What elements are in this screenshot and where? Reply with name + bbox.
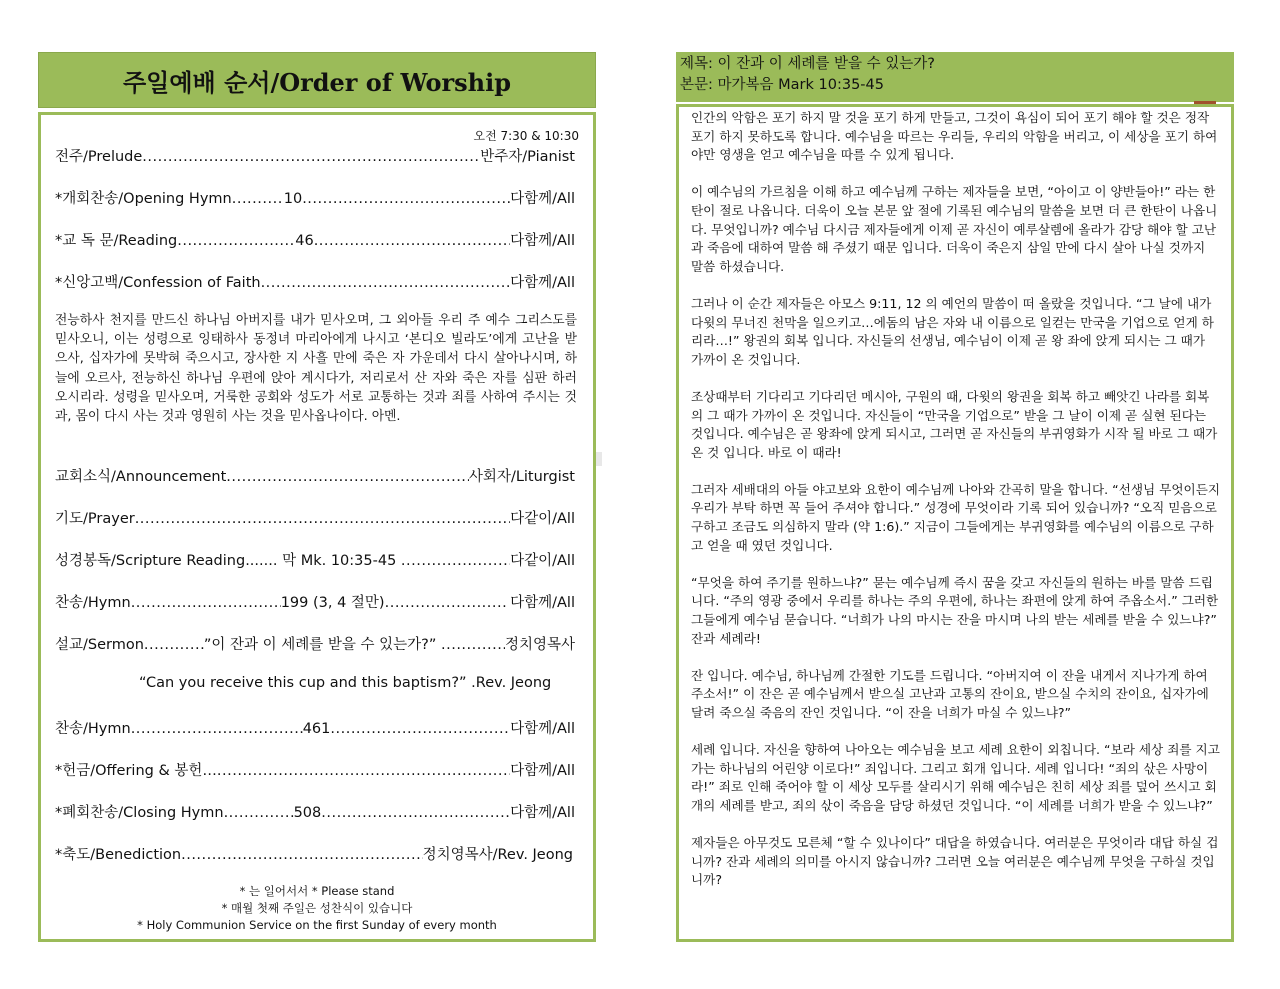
item-value: 다함께/All bbox=[510, 191, 575, 207]
order-of-worship-box bbox=[38, 112, 596, 942]
apostles-creed-text: 전능하사 천지를 만드신 하나님 아버지를 내가 믿사오며, 그 외아들 우리 주 예수 그리스도를 믿사오니, 이는 성령으로 잉태하사 동정녀 마리아에게 나시고 ‘본디오 빌라도’에게 고난을 받으사, 십자가에 못박혀 죽으시고, 장사한 지 사흘 만에 죽은 자 가운데서 다시 살아나시며, 하늘에 오르사, 전능하신 하나님 우편에 앉아 계시다가, 저리로서 산 자와 죽은 자를 심판 하러 오시리라. 성령을 믿사오며, 거룩한 공회와 성도가 서로 교통하는 것과 죄를 사하여 주시는 것과, 몸이 다시 사는 것과 영원히 사는 것을 믿사옵나이다. 아멘. bbox=[55, 313, 577, 425]
sermon-title-english: “Can you receive this cup and this baptism?” .Rev. Jeong bbox=[139, 675, 552, 691]
item-value: 다같이/All bbox=[510, 553, 575, 569]
item-prelude bbox=[55, 145, 575, 167]
service-time: 오전 7:30 & 10:30 bbox=[473, 129, 579, 143]
sermon-header bbox=[676, 52, 1234, 102]
sermon-paragraph: 그러자 세배대의 아들 야고보와 요한이 예수님께 나아와 간곡히 말을 합니다. “선생님 무엇이든지 우리가 부탁 하면 꼭 들어 주셔야 합니다.” 성경에 무엇이라 기록 되어 있습니까? “오직 믿음으로 구하고 조금도 의심하지 말라 (약 1:6).” 지금이 그들에게는 부귀영화를 예수님의 이름으로 구하고 얻을 때 였던 것입니다. bbox=[691, 481, 1221, 553]
item-label: *신앙고백/Confession of Faith bbox=[55, 275, 261, 291]
item-confession bbox=[55, 271, 575, 293]
item-number: 막 Mk. 10:35-45 bbox=[277, 553, 401, 569]
leader-dots bbox=[441, 637, 505, 653]
leader-dots bbox=[226, 469, 469, 485]
item-number: 10 bbox=[283, 191, 303, 207]
footnote-stand: * 는 일어서서 * Please stand bbox=[239, 884, 395, 898]
sermon-paragraph: 그러나 이 순간 제자들은 아모스 9:11, 12 의 예언의 말씀이 떠 올랐을 것입니다. “그 날에 내가 다윗의 무너진 천막을 일으키고…에돔의 남은 자와 내 이름으로 일컫는 만국을 기업으로 얻게 하리라…!” 왕권의 회복 입니다. 자신들의 선생님, 예수님이 이제 곧 왕 좌에 앉게 되시는 그 때가 가까이 온 것입니다. bbox=[691, 295, 1214, 367]
item-value: 다함께/All bbox=[510, 805, 575, 821]
item-number: ”이 잔과 이 세례를 받을 수 있는가?” bbox=[203, 637, 441, 653]
sermon-paragraph: 조상때부터 기다리고 기다리던 메시아, 구원의 때, 다윗의 왕권을 회복 하고 빼앗긴 나라를 회복의 그 때가 가까이 온 것입니다. 자신들이 “만국을 기업으로” 받을 그 날이 이제 곧 실현 된다는 것입니다. 예수님은 곧 왕좌에 앉게 되시고, 그러면 곧 자신들의 부귀영화가 시작 될 바로 그 때가 온 것 입니다. 바로 이 때라! bbox=[691, 388, 1218, 460]
order-of-worship-title: 주일예배 순서/Order of Worship bbox=[122, 67, 512, 97]
leader-dots bbox=[217, 763, 510, 779]
item-reading bbox=[55, 229, 575, 251]
leader-dots bbox=[181, 847, 422, 863]
item-label: 기도/Prayer bbox=[55, 511, 135, 527]
item-label: 찬송/Hymn bbox=[55, 721, 131, 737]
footnotes bbox=[41, 883, 593, 934]
leader-dots bbox=[261, 275, 511, 291]
sermon-paragraph: 잔 입니다. 예수님, 하나님께 간절한 기도를 드립니다. “아버지여 이 잔을 내게서 지나가게 하여 주소서!” 이 잔은 곧 예수님께서 받으실 고난과 고통의 잔이요, 받으실 수치의 잔이요, 십자가에 달려 죽으실 죽음의 잔인 것입니다. “이 잔을 너희가 마실 수 있느냐?” bbox=[691, 667, 1209, 720]
leader-dots bbox=[401, 553, 510, 569]
item-number: 199 (3, 4 절만) bbox=[280, 595, 385, 611]
sermon-paragraph: 세례 입니다. 자신을 향하여 나아오는 예수님을 보고 세례 요한이 외칩니다. “보라 세상 죄를 지고 가는 하나님의 어린양 이로다!” 죄입니다. 그리고 회개 입니다. 세례 입니다! “죄의 삯은 사망이라!” 죄로 인해 죽어야 할 이 세상 모두를 살리시기 위해 예수님은 친히 세상 죄를 덮어 쓰시고 회개의 세례를 받고, 죄의 삯이 죽음을 담당 하셨던 것입니다. “이 세례를 너희가 받을 수 있느냐?” bbox=[691, 742, 1220, 813]
leader-dots bbox=[144, 637, 204, 653]
footnote-communion-english: * Holy Communion Service on the first Sunday of every month bbox=[137, 918, 497, 932]
item-offering bbox=[55, 759, 575, 781]
item-label: *교 독 문/Reading bbox=[55, 233, 178, 249]
item-label: 교회소식/Announcement bbox=[55, 469, 227, 485]
item-value: 다함께/All bbox=[510, 233, 575, 249]
item-value: 반주자/Pianist bbox=[480, 149, 575, 165]
order-of-worship-header bbox=[38, 52, 596, 108]
item-label: *폐회찬송/Closing Hymn bbox=[55, 805, 224, 821]
item-benediction bbox=[55, 843, 573, 865]
leader-dots bbox=[131, 595, 281, 611]
leader-dots bbox=[321, 805, 510, 821]
sermon-paragraph: 인간의 악함은 포기 하지 말 것을 포기 하게 만들고, 그것이 욕심이 되어 포기 해야 할 것은 정작 포기 하지 못하도록 합니다. 예수님을 따르는 우리들, 우리의 악함을 버리고, 이 세상을 포기 하여야만 영생을 얻고 예수님을 따를 수 있게 됩니다. bbox=[691, 110, 1218, 163]
sermon-title: 제목: 이 잔과 이 세례를 받을 수 있는가? bbox=[680, 56, 935, 72]
leader-dots bbox=[177, 233, 295, 249]
item-number: 46 bbox=[295, 233, 314, 249]
sermon-paragraph: “무엇을 하여 주기를 원하느냐?” 묻는 예수님께 즉시 꿈을 갖고 자신들의 원하는 바를 말씀 드립니다. “주의 영광 중에서 우리를 하나는 주의 우편에, 하나는 좌편에 앉게 하여 주옵소서.” 그러한 그들에게 예수님 묻습니다. “너희가 나의 마시는 잔을 마시며 나의 받는 세례를 받을 수 있느냐?” 잔과 세례라! bbox=[691, 574, 1219, 646]
item-label: *축도/Benediction bbox=[55, 847, 182, 863]
item-label: *헌금/Offering & 봉헌… bbox=[55, 763, 217, 779]
item-closing-hymn bbox=[55, 801, 575, 823]
item-label: 성경봉독/Scripture Reading bbox=[55, 553, 246, 569]
leader-dots: ....... bbox=[245, 553, 278, 569]
item-label: 설교/Sermon bbox=[55, 637, 144, 653]
item-value: 다함께/All bbox=[510, 275, 575, 291]
item-scripture-reading bbox=[55, 549, 575, 571]
item-hymn-1 bbox=[55, 591, 575, 613]
leader-dots bbox=[314, 233, 510, 249]
leader-dots bbox=[224, 805, 294, 821]
item-number: 461 bbox=[302, 721, 331, 737]
item-value: 사회자/Liturgist bbox=[468, 469, 575, 485]
item-number: 508 bbox=[293, 805, 322, 821]
sermon-text-box bbox=[676, 104, 1234, 942]
sermon-paragraph: 제자들은 아무것도 모른체 “할 수 있나이다” 대답을 하였습니다. 여러분은 무엇이라 대답 하실 겁니까? 잔과 세례의 의미를 아시지 않습니까? 그러면 오늘 여러분은 예수님께 무엇을 구하실 것입니까? bbox=[691, 835, 1219, 888]
item-prayer bbox=[55, 507, 575, 529]
item-opening-hymn bbox=[55, 187, 575, 209]
leader-dots bbox=[142, 149, 480, 165]
leader-dots bbox=[232, 191, 284, 207]
item-value: 다같이/All bbox=[510, 511, 575, 527]
footnote-communion-korean: * 매월 첫째 주일은 성찬식이 있습니다 bbox=[221, 901, 413, 915]
sermon-scripture: 본문: 마가복음 Mark 10:35-45 bbox=[680, 77, 884, 93]
item-label: *개회찬송/Opening Hymn bbox=[55, 191, 232, 207]
item-label: 찬송/Hymn bbox=[55, 595, 131, 611]
leader-dots bbox=[385, 595, 506, 611]
leader-dots bbox=[135, 511, 510, 527]
leader-dots bbox=[302, 191, 510, 207]
item-value: 다함께/All bbox=[510, 721, 575, 737]
leader-dots bbox=[131, 721, 303, 737]
item-label: 전주/Prelude bbox=[55, 149, 143, 165]
item-hymn-2 bbox=[55, 717, 575, 739]
item-value: 정치영목사/Rev. Jeong bbox=[422, 847, 573, 863]
item-sermon bbox=[55, 633, 575, 655]
leader-dots bbox=[330, 721, 510, 737]
sermon-paragraph: 이 예수님의 가르침을 이해 하고 예수님께 구하는 제자들을 보면, “아이고 이 양반들아!” 라는 한탄이 절로 나옵니다. 더욱이 오늘 본문 앞 절에 기록된 예수님의 말씀을 보면 더 큰 한탄이 나옵니다. 무엇입니까? 예수님 다시금 제자들에게 이제 곧 자신이 예루살렘에 올라가 감당 해야 할 고난과 죽음에 대하여 말씀 해 주셨기 때문 입니다. 더욱이 죽은지 삼일 만에 다시 살아 나실 것까지 말씀 하셨습니다. bbox=[691, 184, 1218, 274]
item-announcement bbox=[55, 465, 575, 487]
item-value: 다함께/All bbox=[505, 595, 575, 611]
center-fold-mark bbox=[596, 452, 602, 466]
item-value: 정치영목사 bbox=[504, 637, 575, 653]
item-value: 다함께/All bbox=[510, 763, 575, 779]
